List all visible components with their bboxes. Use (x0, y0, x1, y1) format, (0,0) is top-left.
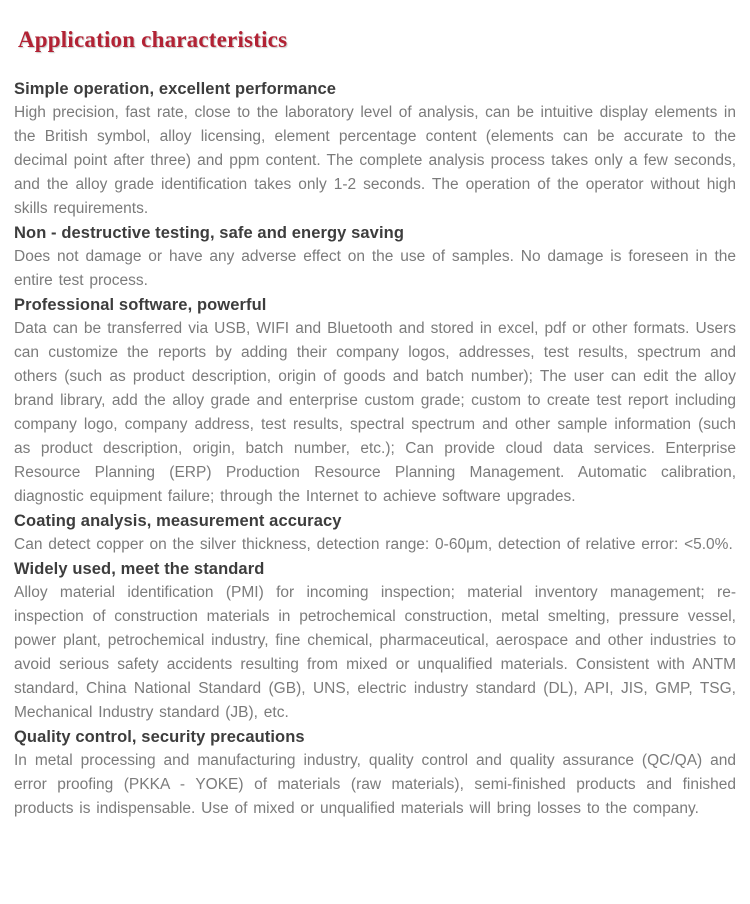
section-body: In metal processing and manufacturing industry, quality control and quality assurance (QC/QA) and error proofing (PKKA - YOKE) of materials (raw materials), semi-finished products and finished products is indispensable. Use of mixed or unqualified materials will bring losses to the company. (14, 752, 736, 817)
section-heading: Professional software, powerful (14, 296, 267, 314)
section-non-destructive (14, 221, 736, 293)
section-quality-control (14, 725, 736, 821)
section-body: Alloy material identification (PMI) for incoming inspection; material inventory management; re-inspection of construction materials in petrochemical construction, metal smelting, pressure vessel, power plant, petrochemical industry, fine chemical, pharmaceutical, aerospace and other industries to avoid serious safety accidents resulting from mixed or unqualified materials. Consistent with ANTM standard, China National Standard (GB), UNS, electric industry standard (DL), API, JIS, GMP, TSG, Mechanical Industry standard (JB), etc. (14, 584, 736, 721)
section-widely-used (14, 557, 736, 725)
section-heading: Widely used, meet the standard (14, 560, 265, 578)
section-body: Can detect copper on the silver thickness, detection range: 0-60μm, detection of relative error: <5.0%. (14, 536, 733, 553)
section-body: Does not damage or have any adverse effect on the use of samples. No damage is foreseen in the entire test process. (14, 248, 736, 289)
section-simple-operation (14, 77, 736, 221)
section-professional-software (14, 293, 736, 509)
section-heading: Coating analysis, measurement accuracy (14, 512, 342, 530)
section-body: High precision, fast rate, close to the laboratory level of analysis, can be intuitive display elements in the British symbol, alloy licensing, element percentage content (elements can be accurate to the decimal point after three) and ppm content. The complete analysis process takes only a few seconds, and the alloy grade identification takes only 1-2 seconds. The operation of the operator without high skills requirements. (14, 104, 736, 217)
section-heading: Non - destructive testing, safe and energy saving (14, 224, 404, 242)
section-body: Data can be transferred via USB, WIFI and Bluetooth and stored in excel, pdf or other formats. Users can customize the reports by adding their company logos, addresses, test results, spectrum and others (such as product description, origin of goods and batch number); The user can edit the alloy brand library, add the alloy grade and enterprise custom grade; custom to create test report including company logo, company address, test results, spectral spectrum and other sample information (such as product description, origin, batch number, etc.); Can provide cloud data services. Enterprise Resource Planning (ERP) Production Resource Planning Management. Automatic calibration, diagnostic equipment failure; through the Internet to achieve software upgrades. (14, 320, 736, 505)
section-heading: Simple operation, excellent performance (14, 80, 337, 98)
section-coating-analysis (14, 509, 736, 557)
page-title: Application characteristics (18, 27, 288, 52)
sections-container (14, 77, 736, 821)
section-heading: Quality control, security precautions (14, 728, 305, 746)
